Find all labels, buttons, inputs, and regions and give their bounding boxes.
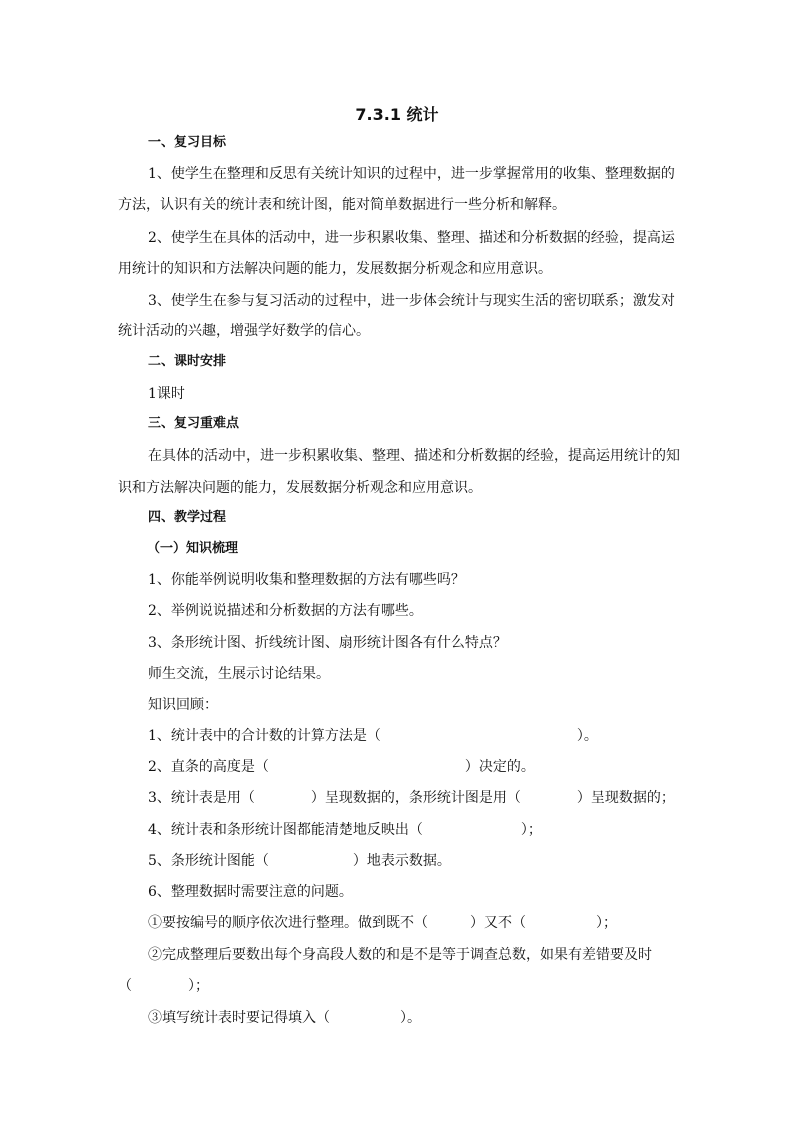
paragraph-line: 1课时: [148, 386, 185, 402]
paragraph-line: 识和方法解决问题的能力，发展数据分析观念和应用意识。: [118, 480, 482, 496]
paragraph-line: 2、举例说说描述和分析数据的方法有哪些。: [148, 603, 423, 619]
fill-blank-line: 2、直条的高度是（ ）决定的。: [148, 759, 535, 775]
fill-blank-line: ①要按编号的顺序依次进行整理。做到既不（ ）又不（ ）；: [148, 915, 617, 931]
paragraph-line: 6、整理数据时需要注意的问题。: [148, 884, 353, 900]
paragraph-line: 师生交流，生展示讨论结果。: [148, 666, 330, 682]
fill-blank-line: ②完成整理后要数出每个身高段人数的和是不是等于调查总数，如果有差错要及时: [148, 947, 652, 963]
paragraph-line: 知识回顾：: [148, 697, 218, 713]
paragraph-line: 3、使学生在参与复习活动的过程中，进一步体会统计与现实生活的密切联系；激发对: [148, 293, 675, 309]
section-heading-process: 四、教学过程: [148, 510, 227, 525]
paragraph-line: 1、你能举例说明收集和整理数据的方法有哪些吗？: [148, 572, 465, 588]
paragraph-line: 3、条形统计图、折线统计图、扇形统计图各有什么特点？: [148, 635, 507, 651]
paragraph-line: 在具体的活动中，进一步积累收集、整理、描述和分析数据的经验，提高运用统计的知: [148, 448, 680, 464]
paragraph-line: 用统计的知识和方法解决问题的能力，发展数据分析观念和应用意识。: [118, 261, 552, 277]
subsection-heading: （一）知识梳理: [147, 541, 239, 556]
section-heading-schedule: 二、课时安排: [148, 354, 227, 369]
paragraph-line: 方法，认识有关的统计表和统计图，能对简单数据进行一些分析和解释。: [118, 197, 566, 213]
section-heading-goals: 一、复习目标: [148, 135, 227, 150]
paragraph-line: 统计活动的兴趣，增强学好数学的信心。: [118, 323, 370, 339]
paragraph-line: 1、使学生在整理和反思有关统计知识的过程中，进一步掌握常用的收集、整理数据的: [148, 166, 675, 182]
fill-blank-line: 1、统计表中的合计数的计算方法是（ ）。: [148, 728, 598, 744]
fill-blank-line: （ ）；: [118, 978, 209, 994]
paragraph-line: 2、使学生在具体的活动中，进一步积累收集、整理、描述和分析数据的经验，提高运: [148, 230, 675, 246]
fill-blank-line: ③填写统计表时要记得填入（ ）。: [148, 1010, 421, 1026]
fill-blank-line: 5、条形统计图能（ ）地表示数据。: [148, 853, 451, 869]
fill-blank-line: 4、统计表和条形统计图都能清楚地反映出（ ）；: [148, 822, 542, 838]
page-title: 7.3.1 统计: [355, 105, 439, 124]
fill-blank-line: 3、统计表是用（ ）呈现数据的，条形统计图是用（ ）呈现数据的；: [148, 790, 675, 806]
section-heading-key-points: 三、复习重难点: [148, 416, 240, 431]
